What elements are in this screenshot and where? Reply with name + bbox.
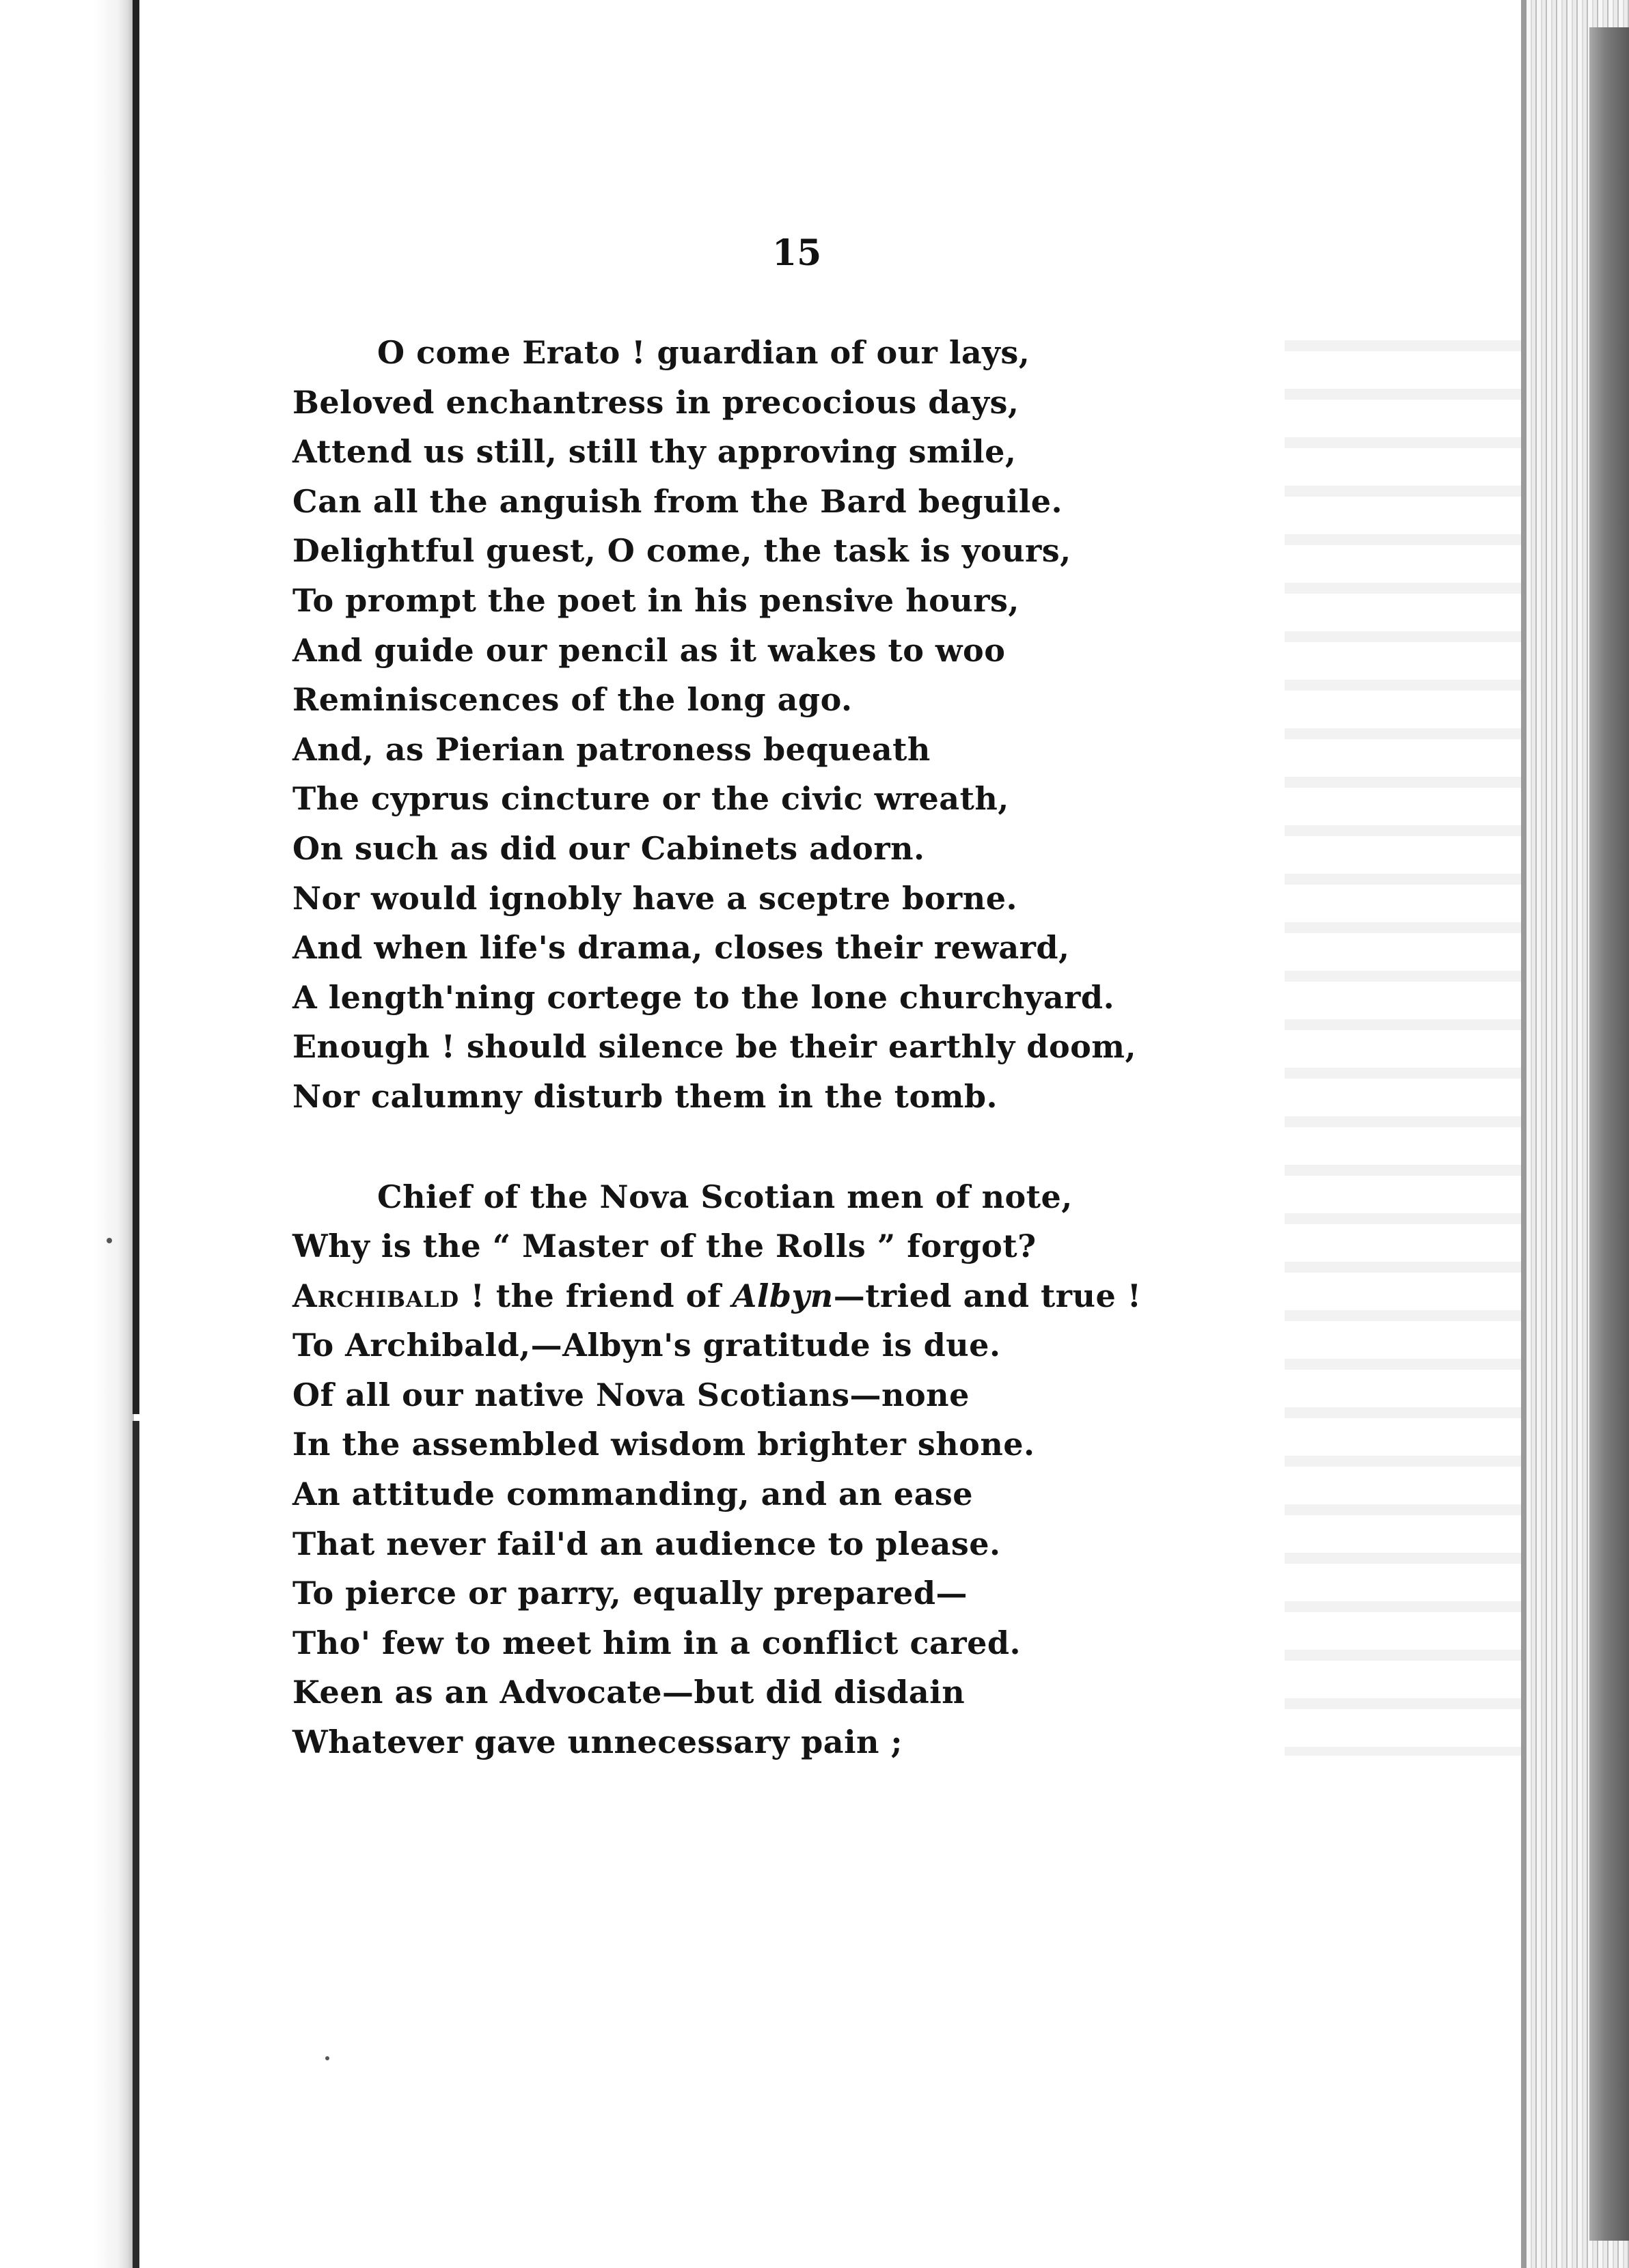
verse-line: Keen as an Advocate—but did disdain	[292, 1674, 966, 1711]
verse-line: Chief of the Nova Scotian men of note,	[377, 1178, 1073, 1215]
verse-line: Can all the anguish from the Bard beguile.	[292, 482, 1063, 520]
verse-fragment: ! the friend of	[459, 1277, 733, 1314]
gutter-line	[133, 0, 139, 1414]
verse-line: In the assembled wisdom brighter shone.	[292, 1426, 1035, 1463]
verse-line: Nor calumny disturb them in the tomb.	[292, 1077, 998, 1115]
left-binding-edge	[0, 0, 134, 2268]
verse-line: To pierce or parry, equally prepared—	[292, 1575, 968, 1612]
verse-line: A length'ning cortege to the lone churchyard.	[292, 978, 1115, 1016]
gutter-line-lower	[133, 1421, 139, 2268]
verse-fragment: —tried and true !	[833, 1277, 1142, 1314]
verse-line: To Archibald,—Albyn's gratitude is due.	[292, 1327, 1001, 1364]
dust-speck	[325, 2056, 329, 2060]
verse-line: And, as Pierian patroness bequeath	[292, 730, 931, 768]
verse-line: O come Erato ! guardian of our lays,	[377, 334, 1030, 371]
verse-line: An attitude commanding, and an ease	[292, 1476, 974, 1513]
verse-line: Why is the “ Master of the Rolls ” forgot?	[292, 1228, 1037, 1265]
verse-line: And when life's drama, closes their reward,	[292, 929, 1070, 967]
stanza-2	[292, 1172, 1290, 1767]
page-number: 15	[772, 232, 822, 274]
verse-line: Enough ! should silence be their earthly doom,	[292, 1028, 1136, 1066]
verse-line: And guide our pencil as it wakes to woo	[292, 631, 1006, 669]
verse-line: Reminiscences of the long ago.	[292, 681, 853, 719]
stanza-1	[292, 328, 1290, 1122]
verse-line: That never fail'd an audience to please.	[292, 1525, 1001, 1562]
poem-body	[292, 328, 1290, 1767]
dust-speck	[107, 1238, 112, 1243]
verse-line: Attend us still, still thy approving smile,	[292, 433, 1017, 471]
verse-line: Whatever gave unnecessary pain ;	[292, 1724, 903, 1761]
verse-line-archibald	[292, 1271, 1290, 1321]
verse-line: Of all our native Nova Scotians—none	[292, 1376, 970, 1413]
verse-line: The cyprus cincture or the civic wreath,	[292, 780, 1009, 818]
verse-line: To prompt the poet in his pensive hours,	[292, 581, 1019, 619]
verso-show-through	[1285, 321, 1531, 1756]
small-caps-name: Archibald	[292, 1277, 460, 1314]
verse-line: On such as did our Cabinets adorn.	[292, 829, 925, 867]
fore-edge-outer	[1589, 27, 1629, 2241]
verse-line: Tho' few to meet him in a conflict cared.	[292, 1624, 1022, 1661]
verse-line: Beloved enchantress in precocious days,	[292, 383, 1019, 421]
italic-word: Albyn	[732, 1277, 834, 1314]
verse-line: Delightful guest, O come, the task is yours,	[292, 532, 1071, 570]
verse-line: Nor would ignobly have a sceptre borne.	[292, 879, 1017, 917]
